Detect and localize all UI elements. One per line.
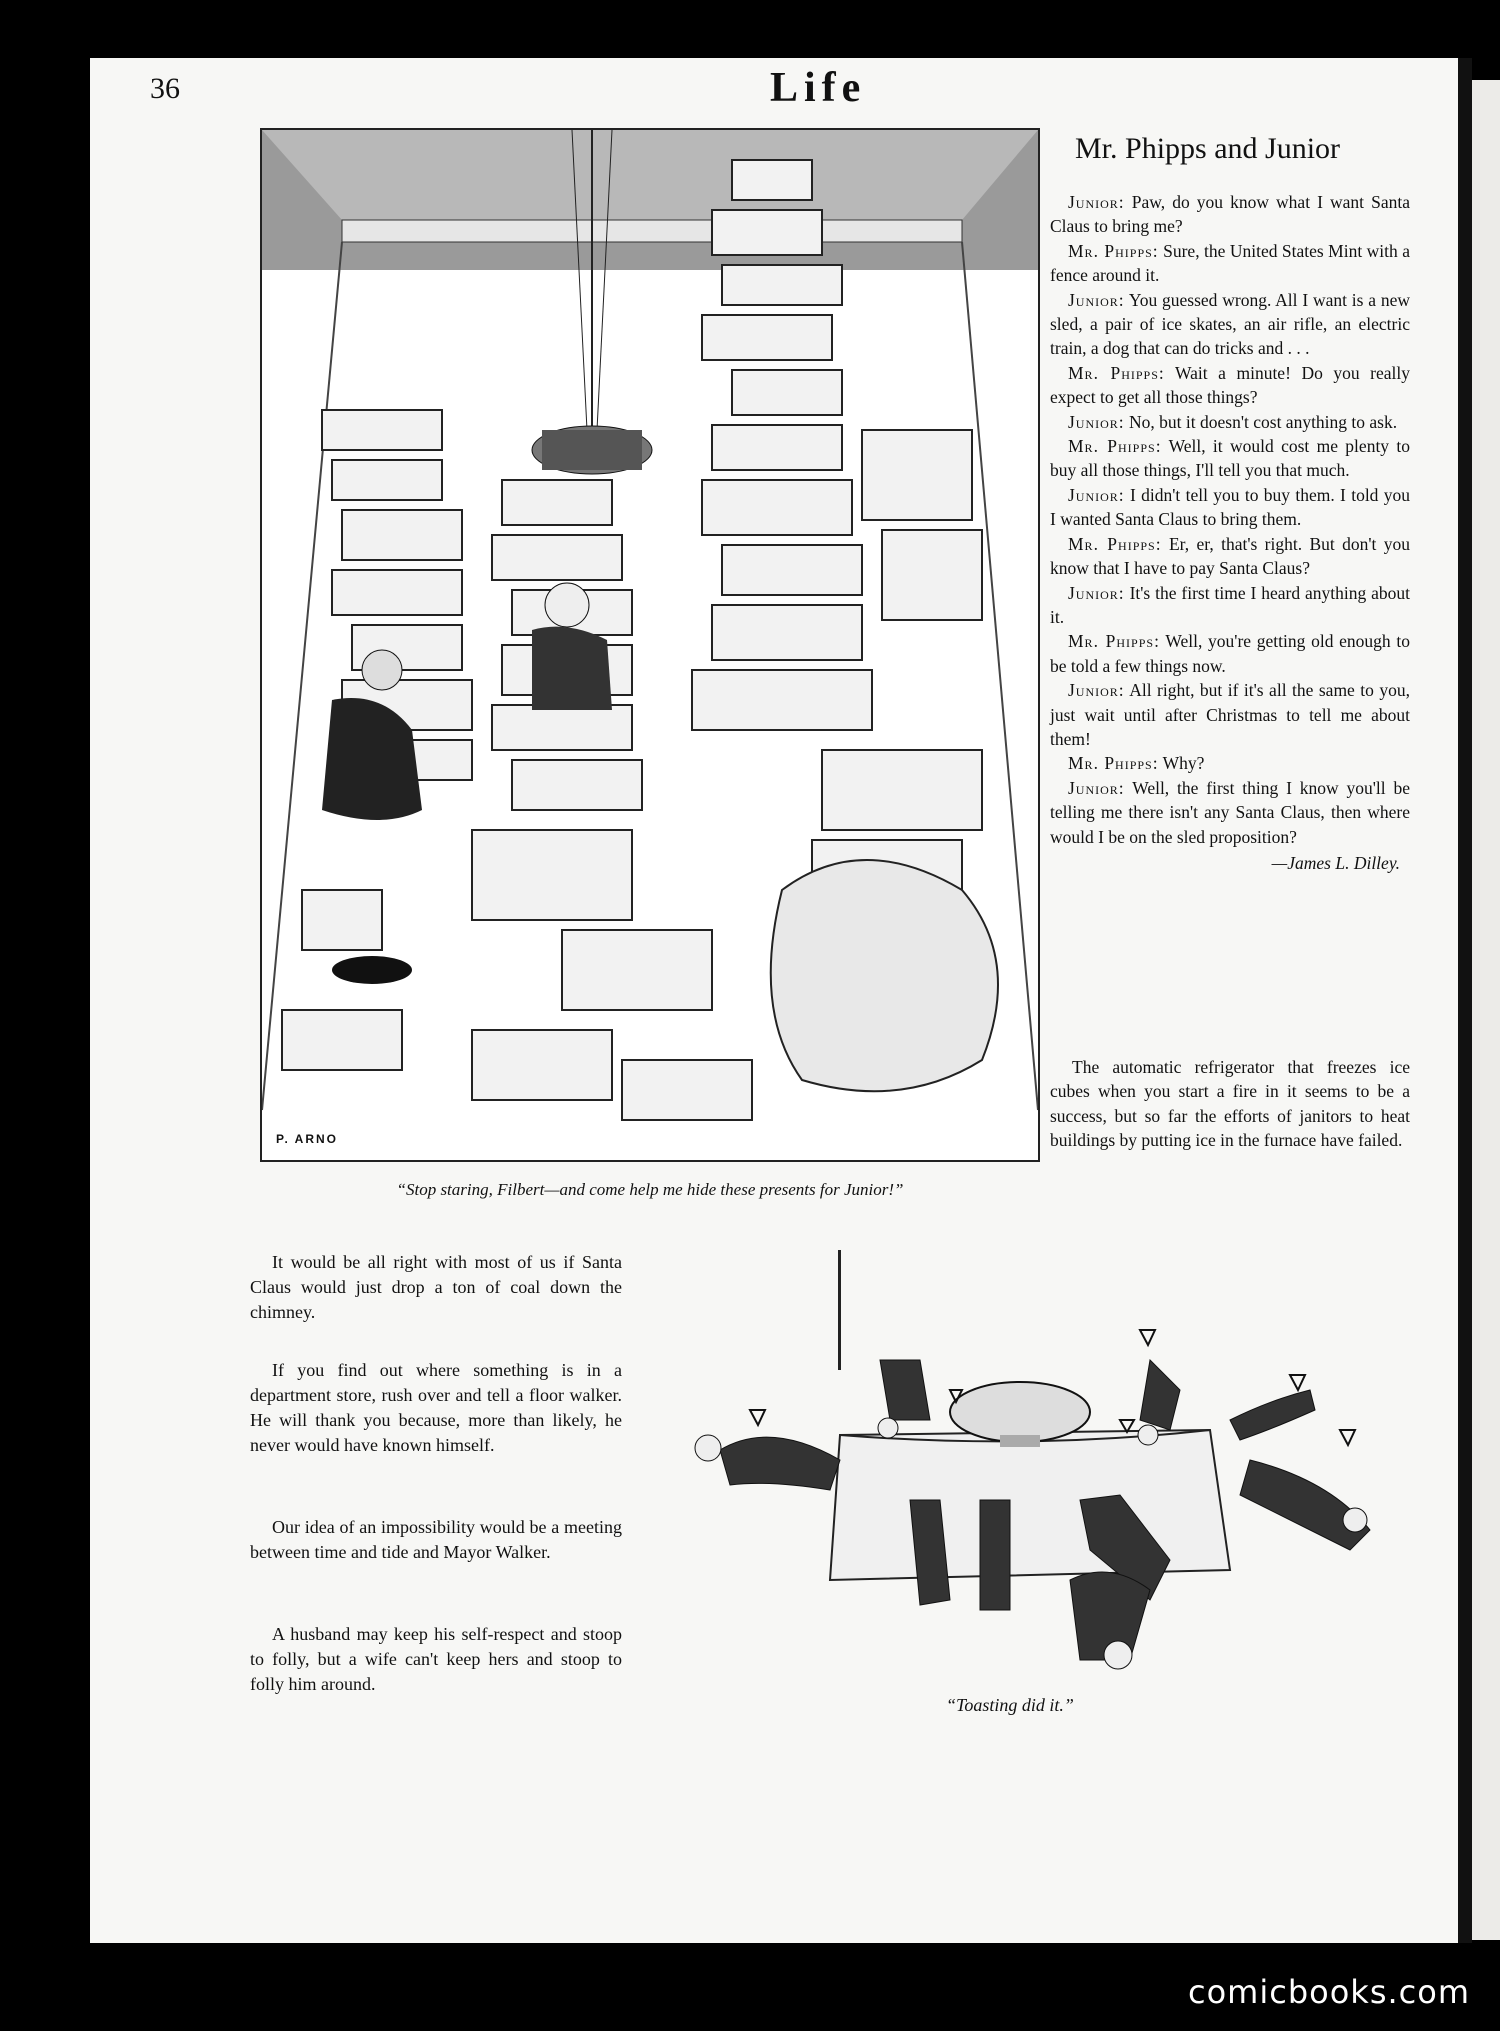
presents-cartoon <box>260 128 1040 1162</box>
left-paragraph: Our idea of an impossibility would be a meeting between time and tide and Mayor Walker. <box>250 1517 622 1562</box>
toasting-cartoon-caption: “Toasting did it.” <box>946 1695 1074 1715</box>
presents-drawing <box>262 130 1038 1160</box>
left-paragraph: It would be all right with most of us if Santa Claus would just drop a ton of coal down the chimney. <box>250 1252 622 1322</box>
dialogue-line: Junior: All right, but if it's all the same to you, just wait until after Christmas to tell me about them! <box>1050 680 1410 749</box>
dialogue-line: Mr. Phipps: Well, it would cost me plenty to buy all those things, I'll tell you that much. <box>1050 436 1411 481</box>
dialogue-line: Junior: You guessed wrong. All I want is a new sled, a pair of ice skates, an air rifle, an electric train, a dog that can do tricks and . . . <box>1050 289 1410 359</box>
page-gutter <box>1458 58 1472 1943</box>
left-paragraph: If you find out where something is in a department store, rush over and tell a floor walker. He will thank you because, more than likely, he never would have known himself. <box>250 1360 622 1455</box>
watermark: comicbooks.com <box>1187 1973 1470 2011</box>
dialogue-line: Junior: Well, the first thing I know you'll be telling me there isn't any Santa Claus, then where would I be on the sled proposition? <box>1050 777 1410 847</box>
toasting-cartoon <box>650 1300 1420 1670</box>
dialogue-line: Mr. Phipps: Er, er, that's right. But don't you know that I have to pay Santa Claus? <box>1050 533 1410 579</box>
left-paragraph: A husband may keep his self-respect and stoop to folly, but a wife can't keep hers and stoop to folly him around. <box>250 1624 622 1694</box>
dialogue-line: Mr. Phipps: Wait a minute! Do you really expect to get all those things? <box>1050 362 1411 408</box>
dialogue-body <box>1050 190 1410 875</box>
dialogue-line: Junior: No, but it doesn't cost anything to ask. <box>1068 411 1398 432</box>
dialogue-line: Junior: It's the first time I heard anything about it. <box>1050 582 1411 627</box>
refrigerator-paragraph: The automatic refrigerator that freezes ice cubes when you start a fire in it seems to be a success, but so far the efforts of janitors to heat buildings by putting ice in the furnace have failed. <box>1050 1057 1410 1151</box>
toasting-drawing <box>650 1300 1420 1670</box>
article-title: Mr. Phipps and Junior <box>1075 132 1341 165</box>
masthead: Life <box>770 65 867 111</box>
page-number: 36 <box>150 72 180 105</box>
dialogue-line: Mr. Phipps: Well, you're getting old enough to be told a few things now. <box>1050 631 1411 676</box>
dialogue-line: Junior: I didn't tell you to buy them. I told you I wanted Santa Claus to bring them. <box>1050 484 1410 530</box>
dialogue-line: Junior: Paw, do you know what I want Santa Claus to bring me? <box>1050 192 1410 237</box>
article-byline: —James L. Dilley. <box>1271 852 1400 873</box>
artist-signature: P. ARNO <box>276 1132 339 1146</box>
dialogue-line: Mr. Phipps: Why? <box>1068 753 1205 774</box>
adjacent-page-edge <box>1472 80 1500 1940</box>
dialogue-line: Mr. Phipps: Sure, the United States Mint with a fence around it. <box>1050 240 1410 286</box>
presents-cartoon-caption: “Stop staring, Filbert—and come help me hide these presents for Junior!” <box>396 1180 904 1199</box>
